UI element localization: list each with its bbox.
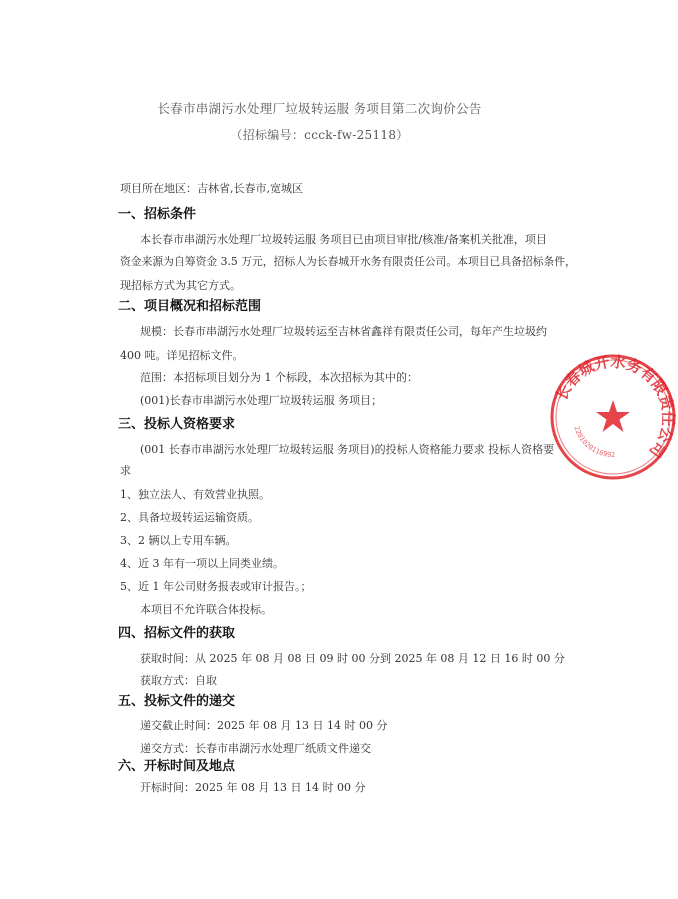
section-5-heading: 五、投标文件的递交 <box>118 694 236 709</box>
section-5-para-2: 递交方式：长春市串湖污水处理厂纸质文件递交 <box>140 742 371 755</box>
section-2-para-3: 范围：本招标项目划分为 1 个标段，本次招标为其中的： <box>140 371 418 384</box>
section-3-para-2: 求 <box>120 464 131 477</box>
tender-number: （招标编号：ccck-fw-25118） <box>230 128 409 142</box>
requirement-item: 3、2 辆以上专用车辆。 <box>120 534 237 547</box>
requirement-item: 5、近 1 年公司财务报表或审计报告。； <box>120 580 312 593</box>
seal-code: 2201020116992 <box>572 425 616 460</box>
requirement-item: 4、近 3 年有一项以上同类业绩。 <box>120 557 284 570</box>
section-1-para-1: 本长春市串湖污水处理厂垃圾转运服 务项目已由项目审批/核准/备案机关批准，项目 <box>140 233 547 246</box>
section-1-heading: 一、招标条件 <box>118 207 197 222</box>
project-region: 项目所在地区：吉林省,长春市,宽城区 <box>120 182 303 195</box>
section-2-para-4: (001)长春市串湖污水处理厂垃圾转运服 务项目； <box>140 394 383 407</box>
section-1-para-2: 资金来源为自筹资金 3.5 万元，招标人为长春城开水务有限责任公司。本项目已具备招标条件， <box>120 255 576 268</box>
company-seal-stamp <box>548 352 678 482</box>
requirement-item: 2、具备垃圾转运运输资质。 <box>120 511 259 524</box>
seal-text: 长春城开水务有限责任公司 <box>552 352 678 461</box>
section-6-heading: 六、开标时间及地点 <box>118 759 236 774</box>
section-3-para-1: (001 长春市串湖污水处理厂垃圾转运服 务项目)的投标人资格能力要求 投标人资格要 <box>140 443 555 456</box>
section-4-heading: 四、招标文件的获取 <box>118 626 236 641</box>
section-4-para-1: 获取时间：从 2025 年 08 月 08 日 09 时 00 分到 2025 年 08 月 12 日 16 时 00 分 <box>140 652 565 665</box>
section-3-heading: 三、投标人资格要求 <box>118 417 236 432</box>
section-1-para-3: 现招标方式为其它方式。 <box>120 279 241 292</box>
section-2-para-2: 400 吨。详见招标文件。 <box>120 349 244 362</box>
requirement-item: 1、独立法人、有效营业执照。 <box>120 488 270 501</box>
section-6-para-1: 开标时间：2025 年 08 月 13 日 14 时 00 分 <box>140 781 366 794</box>
star-icon <box>596 400 630 432</box>
section-4-para-2: 获取方式：自取 <box>140 674 217 687</box>
section-5-para-1: 递交截止时间：2025 年 08 月 13 日 14 时 00 分 <box>140 719 388 732</box>
section-3-para-3: 本项目不允许联合体投标。 <box>140 603 272 616</box>
document-title: 长春市串湖污水处理厂垃圾转运服 务项目第二次询价公告 <box>157 101 482 116</box>
section-2-para-1: 规模：长春市串湖污水处理厂垃圾转运至吉林省鑫祥有限责任公司，每年产生垃圾约 <box>140 325 547 338</box>
section-2-heading: 二、项目概况和招标范围 <box>118 299 262 314</box>
